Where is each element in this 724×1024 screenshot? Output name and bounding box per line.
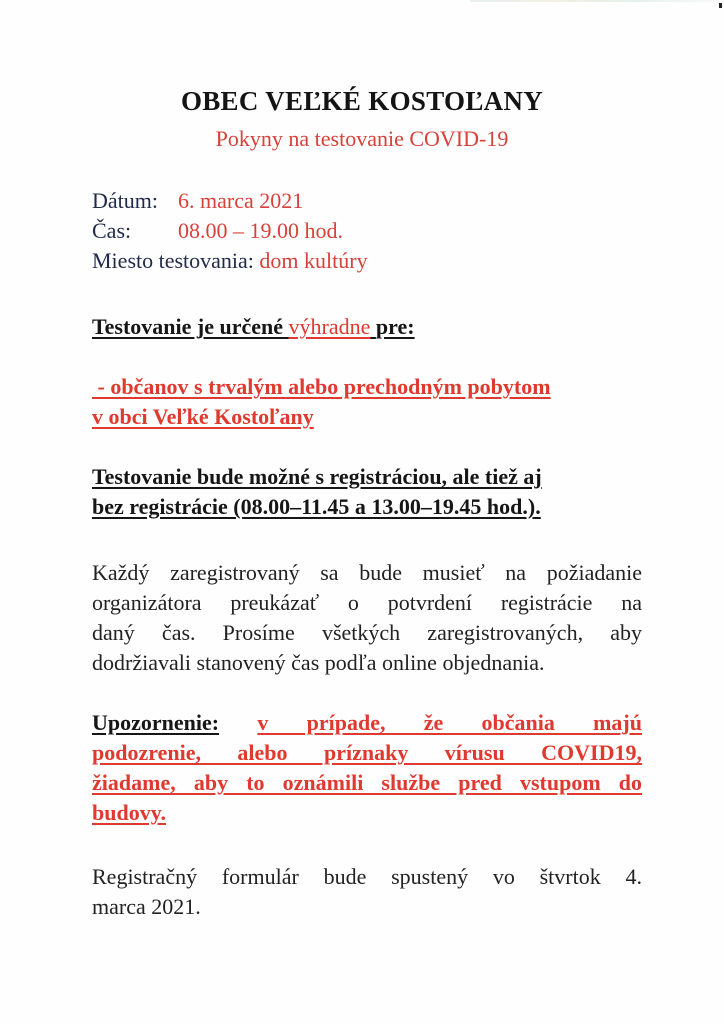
time-label: Čas: bbox=[92, 218, 132, 243]
registration-note bbox=[92, 462, 642, 522]
place-row bbox=[92, 246, 368, 276]
instructions-line3: daný čas. Prosíme všetkých zaregistrovaných, aby bbox=[92, 620, 642, 645]
registration-note-line2: bez registrácie (08.00–11.45 a 13.00–19.45 hod.). bbox=[92, 494, 541, 519]
warning-line3: žiadame, aby to oznámili službe pred vstupom do bbox=[92, 770, 642, 795]
scan-artifact-corner bbox=[719, 3, 722, 8]
page-title: OBEC VEĽKÉ KOSTOĽANY bbox=[180, 86, 544, 116]
warning-paragraph bbox=[92, 708, 642, 828]
date-label: Dátum: bbox=[92, 188, 158, 213]
time-row bbox=[92, 216, 368, 246]
eligibility-heading bbox=[92, 312, 642, 342]
eligibility-item-line2: v obci Veľké Kostoľany bbox=[92, 404, 314, 429]
registration-note-line1: Testovanie bude možné s registráciou, ale tiež aj bbox=[92, 464, 542, 489]
footer-note-line2: marca 2021. bbox=[92, 894, 201, 919]
time-value: 08.00 – 19.00 hod. bbox=[178, 218, 343, 243]
eligibility-heading-part1: Testovanie je určené bbox=[92, 314, 284, 339]
place-value: dom kultúry bbox=[259, 248, 368, 273]
warning-line1: v prípade, že občania majú bbox=[257, 710, 642, 735]
warning-line4: budovy. bbox=[92, 800, 166, 825]
instructions-line1: Každý zaregistrovaný sa bude musieť na požiadanie bbox=[92, 560, 642, 585]
eligibility-item-line1: - občanov s trvalým alebo prechodným pobytom bbox=[92, 374, 551, 399]
eligibility-item bbox=[92, 372, 642, 432]
warning-line2: podozrenie, alebo príznaky vírusu COVID19, bbox=[92, 740, 642, 765]
page-subtitle: Pokyny na testovanie COVID-19 bbox=[215, 126, 509, 151]
scan-artifact-top bbox=[470, 0, 720, 2]
date-row bbox=[92, 186, 368, 216]
warning-label: Upozornenie: bbox=[92, 710, 220, 735]
place-label: Miesto testovania: bbox=[92, 248, 254, 273]
instructions-line4: dodržiavali stanovený čas podľa online objednania. bbox=[92, 650, 545, 675]
footer-note bbox=[92, 862, 642, 922]
eligibility-heading-emphasis: výhradne bbox=[288, 314, 371, 339]
date-value: 6. marca 2021 bbox=[178, 188, 304, 213]
eligibility-heading-part2: pre: bbox=[375, 314, 415, 339]
event-info bbox=[92, 186, 368, 276]
footer-note-line1: Registračný formulár bude spustený vo štvrtok 4. bbox=[92, 864, 642, 889]
instructions-line2: organizátora preukázať o potvrdení registrácie na bbox=[92, 590, 642, 615]
instructions-paragraph bbox=[92, 558, 642, 678]
